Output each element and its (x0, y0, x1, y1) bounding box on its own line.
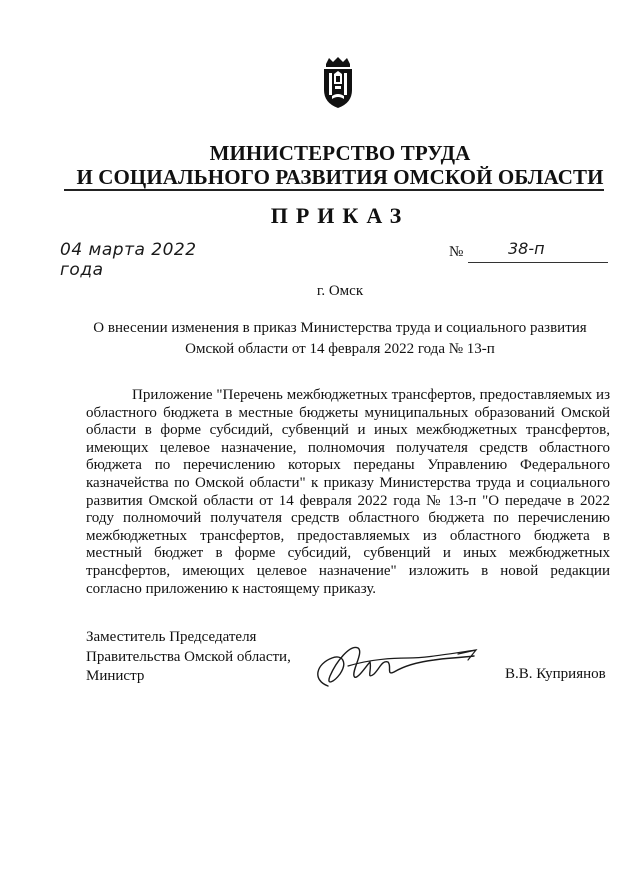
header-divider (64, 189, 604, 191)
number-handwritten: 38-п (508, 239, 545, 258)
document-date (60, 240, 230, 280)
document-subject (70, 318, 610, 360)
ministry-name-line1: МИНИСТЕРСТВО ТРУДА (209, 141, 471, 165)
coat-of-arms-icon (318, 56, 358, 110)
signer-title (86, 628, 291, 687)
document-type-title: ПРИКАЗ (270, 203, 410, 228)
signer-name: В.В. Куприянов (505, 666, 606, 682)
signer-title-line2: Правительства Омской области, (86, 648, 291, 665)
signer-title-line1: Заместитель Председателя (86, 629, 257, 645)
ministry-name-line2: И СОЦИАЛЬНОГО РАЗВИТИЯ ОМСКОЙ ОБЛАСТИ (76, 165, 604, 189)
signer-title-line3: Министр (86, 668, 145, 684)
city: г. Омск (316, 283, 364, 299)
document-body: Приложение "Перечень межбюджетных трансфертов, предоставляемых из областного бюджета в местные бюджеты муниципальных образований Омской области в форме субсидий, субвенций и иных межбюджетных трансфертов, имеющих целевое назначение, полномочия получателя средств областного бюджета по перечислению которых переданы Управлению Федерального казначейства по Омской области" к приказу Министерства труда и социального развития Омской области от 14 февраля 2022 года № 13-п "О передаче в 2022 году полномочий получателя средств областного бюджета по перечислению межбюджетных трансфертов, предоставляемых из областного бюджета в местный бюджет в форме субсидий, субвенций и иных межбюджетных трансфертов, имеющих целевое назначение" изложить в новой редакции согласно приложению к настоящему приказу. (86, 387, 610, 597)
subject-line2: Омской области от 14 февраля 2022 года № 13-п (185, 341, 495, 357)
date-handwritten: 04 марта 2022 года (60, 240, 197, 280)
subject-line1: О внесении изменения в приказ Министерства труда и социального развития (93, 320, 587, 336)
signature-image (308, 636, 484, 694)
document-number-field (468, 240, 608, 263)
number-label: № (449, 244, 464, 260)
